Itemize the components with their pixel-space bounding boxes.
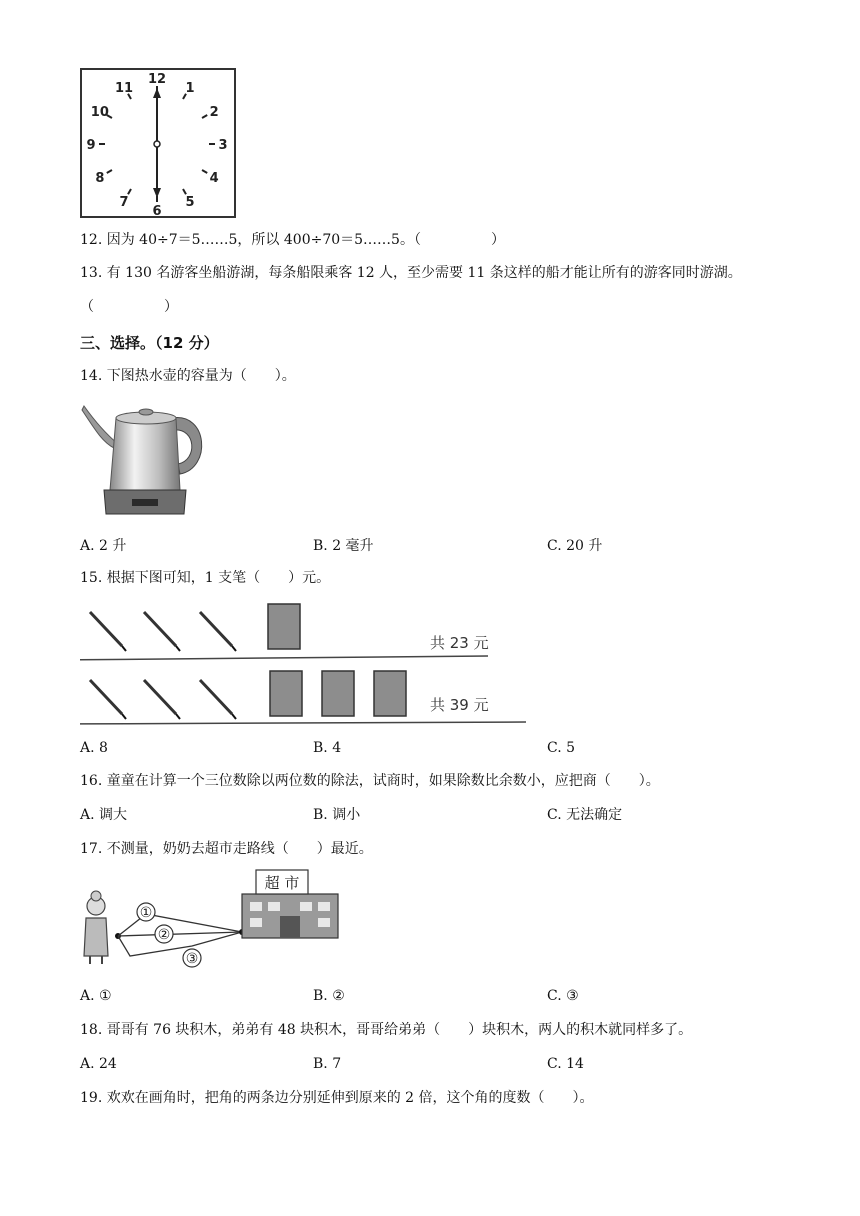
kettle-body [110,418,180,490]
clock-number: 2 [209,105,219,120]
question-19: 19. 欢欢在画角时，把角的两条边分别延伸到原来的 2 倍，这个角的度数（ ）。 [80,1090,594,1106]
question-17: 17. 不测量，奶奶去超市走路线（ ）最近。 [80,841,373,857]
q15-option-a: A. 8 [80,740,108,756]
row-2-total: 共 39 元 [430,696,489,714]
question-12: 12. 因为 40÷7＝5……5，所以 400÷70＝5……5。（ ） [80,232,505,248]
question-13-blank: （ ） [80,299,178,315]
pens-notebooks-figure [80,598,530,730]
clock-number: 3 [218,138,228,153]
notebook-icon [270,671,302,716]
clock-number: 11 [114,80,134,96]
route-3-label: ③ [185,951,199,967]
pen-icon [200,680,236,719]
q15-option-b: B. 4 [313,740,342,756]
q17-option-c: C. ③ [547,988,579,1004]
q14-option-c: C. 20 升 [547,538,603,554]
kettle-switch [132,499,158,506]
clock-number: 6 [152,204,162,218]
notebook-icon [268,604,300,649]
notebook-icon [374,671,406,716]
q18-option-b: B. 7 [313,1056,342,1072]
route-2-label: ② [157,927,171,943]
route-2-path [118,932,242,936]
row-1 [80,604,489,660]
supermarket-icon [242,870,338,938]
row-1-total: 共 23 元 [430,634,489,652]
pen-icon [144,612,180,651]
clock-svg [80,68,236,218]
clock-number: 12 [147,72,167,87]
question-16: 16. 童童在计算一个三位数除以两位数的除法，试商时，如果除数比余数小，应把商（ ）。 [80,773,660,789]
clock-number: 5 [185,195,195,211]
q16-option-c: C. 无法确定 [547,807,623,823]
clock-center [154,141,160,147]
clock-number: 9 [86,138,96,153]
q17-option-a: A. ① [80,988,112,1004]
q17-option-b: B. ② [313,988,345,1004]
clock-number: 7 [119,195,129,211]
kettle-illustration [80,398,212,520]
kettle-spout [82,406,118,448]
q14-option-a: A. 2 升 [80,538,127,554]
q15-option-c: C. 5 [547,740,576,756]
route-1-label: ① [139,905,153,921]
question-13: 13. 有 130 名游客坐船游湖，每条船限乘客 12 人，至少需要 11 条这样的船才能让所有的游客同时游湖。 [80,265,742,281]
q14-option-b: B. 2 毫升 [313,538,374,554]
q16-option-a: A. 调大 [80,807,128,823]
row-1-baseline [80,656,488,660]
row-2-baseline [80,722,526,724]
notebook-icon [322,671,354,716]
grandma-icon [84,891,108,964]
pen-icon [90,612,126,651]
q16-option-b: B. 调小 [313,807,361,823]
question-14: 14. 下图热水壶的容量为（ ）。 [80,368,296,384]
pen-icon [144,680,180,719]
section-3-title: 三、选择。（12 分） [80,334,219,352]
kettle-knob [139,409,153,415]
q18-option-a: A. 24 [80,1056,117,1072]
pen-icon [200,612,236,651]
q18-option-c: C. 14 [547,1056,584,1072]
row-2 [80,671,526,724]
question-15: 15. 根据下图可知，1 支笔（ ）元。 [80,570,331,586]
clock-number: 10 [90,105,109,120]
supermarket-sign: 超 市 [264,874,300,892]
route-map-figure [74,866,346,974]
clock-number: 1 [185,80,195,96]
clock-number: 8 [95,171,105,186]
question-18: 18. 哥哥有 76 块积木，弟弟有 48 块积木，哥哥给弟弟（ ）块积木，两人的积木就同样多了。 [80,1022,693,1038]
clock-figure [80,68,236,218]
clock-number: 4 [209,171,219,186]
pen-icon [90,680,126,719]
